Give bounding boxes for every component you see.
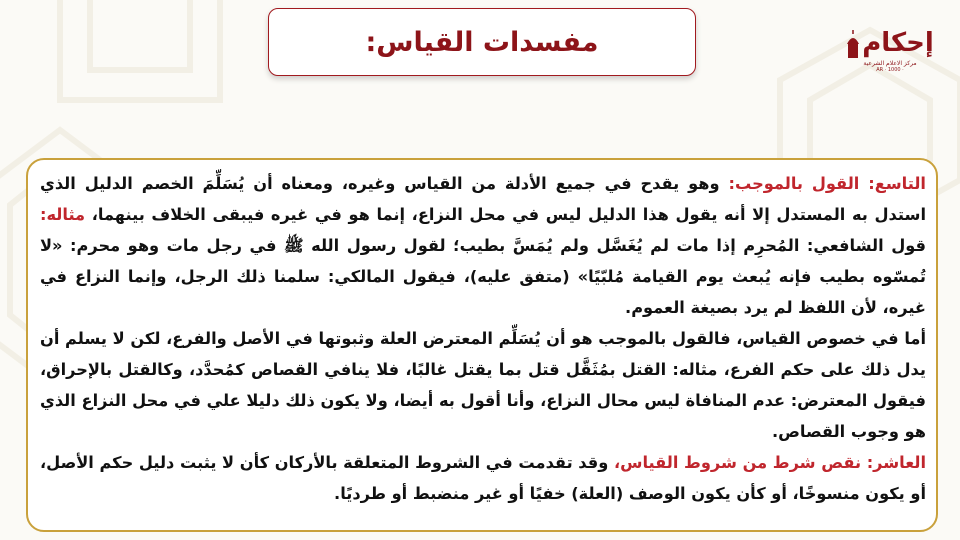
section-heading-ninth: التاسع: القول بالموجب:: [728, 174, 926, 193]
paragraph-text: وهو يقدح في جميع الأدلة من القياس وغيره، ومعناه أن يُسَلِّمَ الخصم الدليل الذي استدل به المستدل إلا أنه يقول هذا الدليل ليس في محل النزاع، إنما هو في غيره فيبقى الخلاف بينهما،: [40, 174, 926, 224]
paragraph-text: أما في خصوص القياس، فالقول بالموجب هو أن يُسَلِّم المعترض العلة وثبوتها في الأصل والفرع، لكن لا يسلم أن يدل ذلك على حكم الفرع، مثاله: القتل بمُثَقَّل قتل بما يقتل غالبًا، فلا ينافي القصاص كمُحدَّد، وكالقتل بالإحراق، فيقول المعترض: عدم المنافاة ليس محال النزاع، وأنا أقول به أيضا، ولا يكون ذلك دليلا علي في محل النزاع الذي هو وجوب القصاص.: [40, 329, 926, 441]
background-ornament-top-left: [40, 0, 240, 130]
logo-mark: [846, 28, 934, 58]
logo-tagline: AR · 1000 ·: [876, 67, 904, 73]
dome-icon: [846, 30, 860, 58]
paragraph-text: قول الشافعي: المُحرِم إذا مات لم يُغَسَّل ولم يُمَسَّ بطيب؛ لقول رسول الله ﷺ في رجل مات وهو محرم: «لا تُمسّوه بطيب فإنه يُبعث يوم القيامة مُلبّيًا» (متفق عليه)، فيقول المالكي: سلمنا ذلك الرجل، وإنما النزاع في غيره، لأن اللفظ لم يرد بصيغة العموم.: [40, 236, 926, 317]
title-box: [268, 8, 696, 76]
brand-logo: [848, 28, 932, 98]
paragraph-text: وقد تقدمت في الشروط المتعلقة بالأركان كأن لا يثبت دليل حكم الأصل، أو يكون منسوخًا، أو كأن يكون الوصف (العلة) خفيًا أو غير منضبط أو طرديًا.: [40, 453, 926, 503]
section-heading-tenth: العاشر: نقص شرط من شروط القياس،: [613, 453, 926, 472]
paragraph-ninth: [40, 168, 926, 323]
logo-subtitle: مركز الاعلام الشرعية: [863, 60, 917, 67]
logo-name: إحكام: [862, 28, 934, 58]
example-label: مثاله:: [40, 205, 86, 224]
paragraph-tenth: [40, 447, 926, 509]
paragraph-qiyas: [40, 323, 926, 447]
page-title: مفسدات القياس:: [365, 26, 599, 58]
content-frame: [26, 158, 938, 532]
